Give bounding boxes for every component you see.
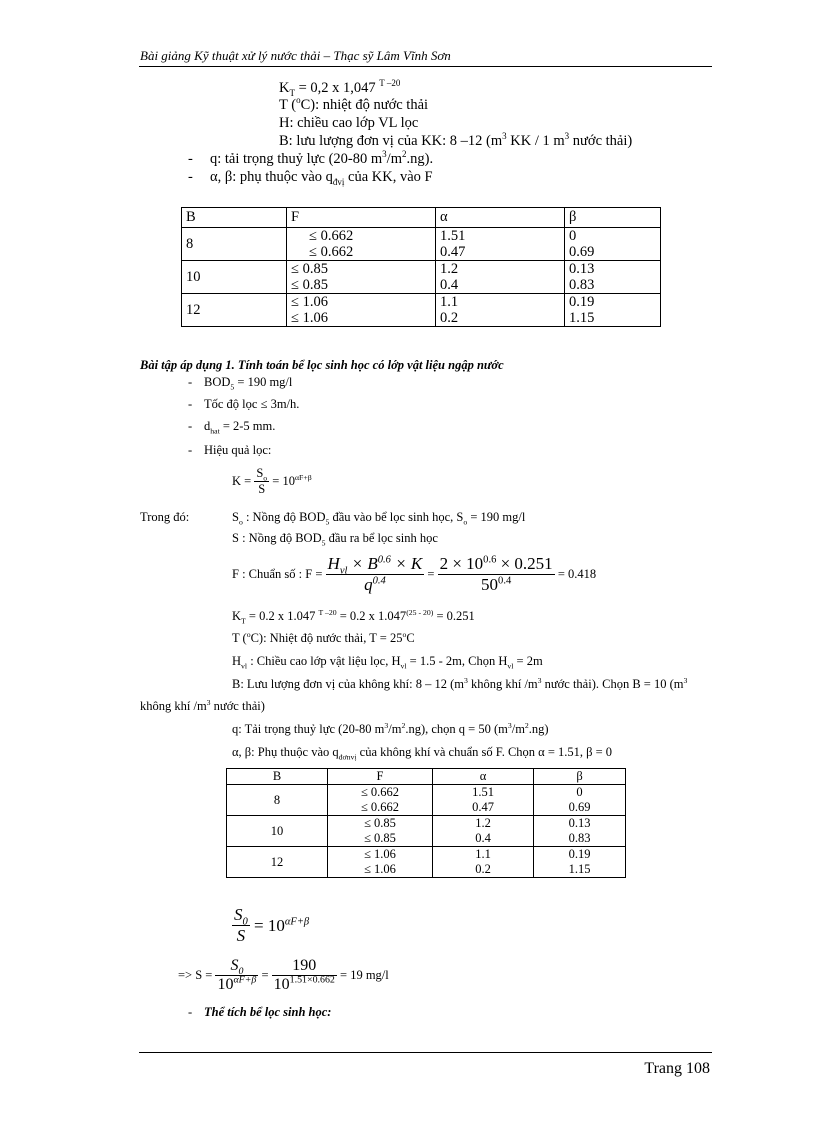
- height-line: H: chiều cao lớp VL lọc: [279, 115, 419, 131]
- s-definition: S : Nồng độ $BOD_5$ đầu ra bể lọc sinh học: [232, 531, 438, 548]
- table-row: [182, 294, 661, 327]
- alpha-beta-choice-line: α, β: Phụ thuộc vào $q_{đơnvị}$ của không khí và chuẩn số F. Chọn α = 1.51, β = 0: [232, 745, 613, 762]
- cell-b: 8: [227, 785, 328, 816]
- header-f: F: [328, 769, 433, 785]
- cell-alpha: 1.2 0.4: [436, 261, 565, 294]
- header-alpha: α: [436, 208, 565, 228]
- alpha-beta-line: α, β: phụ thuộc vào $q_{đvị}$ của KK, vào F: [210, 169, 433, 187]
- exercise-title: Bài tập áp dụng 1. Tính toán bể lọc sinh học có lớp vật liệu ngập nước: [140, 358, 504, 372]
- page-number: Trang 108: [644, 1060, 710, 1077]
- table-row: [227, 816, 626, 847]
- header-alpha: α: [433, 769, 534, 785]
- cell-f: ≤ 1.06 ≤ 1.06: [328, 847, 433, 878]
- equation-ratio: $\frac{S_0}{S}$ = $10^{\alpha F+\beta}$: [234, 905, 310, 945]
- bullet-dash: -: [188, 443, 193, 457]
- k-formula: K = $\frac{S_o}{S}$ = $10^{\alpha F+\beta}$: [232, 466, 312, 496]
- bullet-dash: -: [188, 169, 193, 185]
- kt-calculation: $K_T = 0.2$ x 1.047 $^{T -20}$ = 0.2 x $1.047^{(25 - 20)} = 0.251$: [232, 607, 475, 626]
- cell-b: 10: [182, 261, 287, 294]
- cell-beta: 0.19 1.15: [565, 294, 661, 327]
- so-definition: $S_o$ : Nồng độ $BOD_5$ đầu vào bể lọc sinh học, $S_o = 190$ mg/l: [232, 510, 526, 527]
- cell-f: ≤ 0.85 ≤ 0.85: [287, 261, 436, 294]
- header-b: B: [227, 769, 328, 785]
- bod-line: $BOD_5 = 190$ mg/l: [204, 375, 293, 392]
- footer-rule: [139, 1052, 712, 1053]
- bullet-dash: -: [188, 397, 193, 411]
- bullet-dash: -: [188, 1005, 193, 1019]
- header-beta: β: [565, 208, 661, 228]
- table-row: [182, 228, 661, 261]
- cell-beta: 0.19 1.15: [534, 847, 626, 878]
- cell-alpha: 1.51 0.47: [436, 228, 565, 261]
- temperature-line: T ($^o$C): nhiệt độ nước thải: [279, 95, 429, 113]
- cell-b: 8: [182, 228, 287, 261]
- cell-alpha: 1.1 0.2: [433, 847, 534, 878]
- bullet-dash: -: [188, 375, 193, 389]
- equation-s-result: => S = $\frac{S_0}{10^{\alpha F+\beta}}$ = $\frac{190}{10^{1.51\times 0.662}}$ = 19 mg/l: [178, 957, 389, 993]
- efficiency-line: Hiệu quả lọc:: [204, 443, 272, 457]
- header-beta: β: [534, 769, 626, 785]
- header-f: F: [287, 208, 436, 228]
- table-header-row: [182, 208, 661, 228]
- cell-f: ≤ 0.85 ≤ 0.85: [328, 816, 433, 847]
- cell-b: 12: [227, 847, 328, 878]
- cell-f: ≤ 0.662 ≤ 0.662: [287, 228, 436, 261]
- cell-beta: 0.13 0.83: [565, 261, 661, 294]
- table-row: [182, 261, 661, 294]
- hydraulic-choice-line: q: Tải trọng thuỷ lực (20-80 $m^3/m^2.ng$), chọn q = 50 $(m^3/m^2.ng)$: [232, 720, 549, 736]
- cell-b: 10: [227, 816, 328, 847]
- cell-beta: 0.13 0.83: [534, 816, 626, 847]
- hydraulic-load-line: q: tải trọng thuỷ lực (20-80 $m^3/m^2.ng$).: [210, 149, 434, 167]
- airflow-choice-line2: không khí $/m^3$ nước thải): [140, 697, 265, 713]
- kt-formula: $K_T = 0,2$ x 1,047 $^{T -20}$: [279, 78, 401, 98]
- bullet-dash: -: [188, 151, 193, 167]
- cell-alpha: 1.2 0.4: [433, 816, 534, 847]
- temperature-value: T ($^o$C): Nhiệt độ nước thải, $T = 25^oC$: [232, 629, 415, 645]
- cell-alpha: 1.1 0.2: [436, 294, 565, 327]
- coefficient-table-exercise: [226, 768, 626, 878]
- section-volume-title: Thể tích bể lọc sinh học:: [204, 1005, 332, 1019]
- header-b: B: [182, 208, 287, 228]
- table-header-row: [227, 769, 626, 785]
- table-row: [227, 785, 626, 816]
- airflow-line: B: lưu lượng đơn vị của KK: 8 –12 ($m^3$ KK / 1 $m^3$ nước thải): [279, 131, 633, 149]
- table-row: [227, 847, 626, 878]
- cell-alpha: 1.51 0.47: [433, 785, 534, 816]
- page-header: Bài giảng Kỹ thuật xử lý nước thải – Thạc sỹ Lâm Vĩnh Sơn: [140, 48, 451, 63]
- f-formula: F : Chuẩn số : F = $\frac{H_{vl} \times B^{0.6} \times K}{q^{0.4}}$ = $\frac{2 \times 10^{0.6} \times 0.251}{50^{0.4}}$ = 0.418: [232, 554, 597, 594]
- diameter-line: $d_{hat} = 2-5$ mm.: [204, 419, 276, 436]
- airflow-choice-line1: B: Lưu lượng đơn vị của không khí: 8 – 12 ($m^3$ không khí $/m^3$ nước thải). Chọn B = 10 ($m^3$: [232, 675, 688, 691]
- speed-line: Tốc độ lọc ≤ 3m/h.: [204, 397, 300, 411]
- cell-beta: 0 0.69: [565, 228, 661, 261]
- header-rule: [139, 66, 712, 67]
- cell-b: 12: [182, 294, 287, 327]
- cell-f: ≤ 0.662 ≤ 0.662: [328, 785, 433, 816]
- where-label: Trong đó:: [140, 510, 190, 524]
- coefficient-table-main: [181, 207, 661, 327]
- hvl-line: $H_{vl}$ : Chiều cao lớp vật liệu lọc, $H_{vl} = 1.5 - 2m$, Chọn $H_{vl} = 2m$: [232, 654, 543, 671]
- cell-f: ≤ 1.06 ≤ 1.06: [287, 294, 436, 327]
- bullet-dash: -: [188, 419, 193, 433]
- cell-beta: 0 0.69: [534, 785, 626, 816]
